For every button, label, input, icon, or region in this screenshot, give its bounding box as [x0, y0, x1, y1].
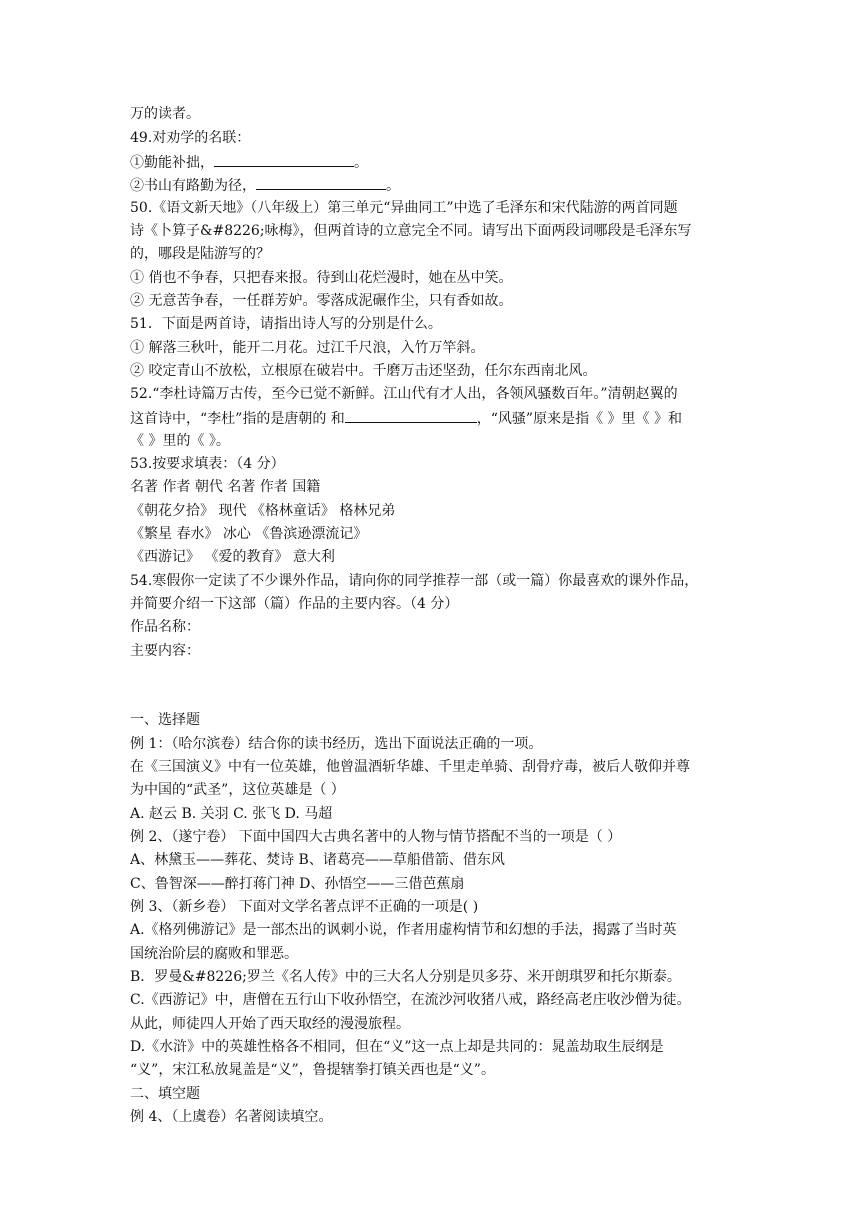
text-line	[130, 1037, 740, 1057]
answer-blank	[256, 174, 386, 190]
line-text: “义”，宋江私放晁盖是“义”，鲁提辖拳打镇关西也是“义”。	[130, 1062, 495, 1078]
line-text: 万的读者。	[130, 106, 200, 122]
text-line	[130, 617, 740, 637]
text-line	[130, 198, 740, 218]
text-line	[130, 757, 740, 777]
line-text: 例 3、（新乡卷） 下面对文学名著点评不正确的一项是( )	[130, 899, 479, 915]
line-text: 《朝花夕拾》 现代 《格林童话》 格林兄弟	[130, 503, 396, 519]
line-text: 这首诗中，“李杜”指的是唐朝的 和	[130, 411, 345, 427]
text-line	[130, 734, 740, 754]
line-text: 49.对劝学的名联：	[130, 130, 251, 146]
line-text: D.《水浒》中的英雄性格各不相同，但在“义”这一点上却是共同的：晁盖劫取生辰纲是	[130, 1039, 664, 1055]
line-text: A、林黛玉——葬花、焚诗 B、诸葛亮——草船借箭、借东风	[130, 852, 505, 868]
line-text-after: 。	[386, 178, 400, 194]
line-text: 二、填空题	[130, 1086, 200, 1102]
line-text: 《西游记》 《爱的教育》 意大利	[130, 549, 335, 565]
line-text: 作品名称：	[130, 619, 200, 635]
text-line	[130, 850, 740, 870]
line-text: 52.“李杜诗篇万古传，至今已觉不新鲜。江山代有才人出，各领风骚数百年。”清朝赵翼的	[130, 386, 678, 402]
line-text: 一、选择题	[130, 712, 200, 728]
line-text: 国统治阶层的腐败和罪恶。	[130, 946, 298, 962]
text-line	[130, 990, 740, 1010]
line-text: ② 咬定青山不放松，立根原在破岩中。千磨万击还坚劲，任尔东西南北风。	[130, 363, 597, 379]
line-text: A.《格列佛游记》是一部杰出的讽刺小说，作者用虚构情节和幻想的手法，揭露了当时英	[130, 922, 677, 938]
text-line	[130, 641, 740, 661]
text-line	[130, 594, 740, 614]
text-line	[130, 431, 740, 451]
text-line	[130, 920, 740, 940]
line-text: 主要内容：	[130, 643, 200, 659]
text-line	[130, 827, 740, 847]
text-line	[130, 314, 740, 334]
line-text: ① 解落三秋叶，能开二月花。过江千尺浪，入竹万竿斜。	[130, 340, 485, 356]
text-line	[130, 361, 740, 381]
text-line	[130, 174, 740, 196]
line-text: ② 无意苦争春，一任群芳妒。零落成泥碾作尘，只有香如故。	[130, 293, 513, 309]
line-text: ②书山有路勤为径，	[130, 178, 256, 194]
text-line	[130, 1084, 740, 1104]
line-text: B．罗曼&#8226;罗兰《名人传》中的三大名人分别是贝多芬、米开朗琪罗和托尔斯泰。	[130, 969, 681, 985]
line-text: 《 》里的《 》。	[130, 433, 230, 449]
line-text-after: ，“风骚”原来是指《 》里《 》和	[476, 411, 682, 427]
line-text: 例 4、（上虞卷）名著阅读填空。	[130, 1109, 333, 1125]
text-line	[130, 244, 740, 264]
line-text: 53.按要求填表：（4 分）	[130, 456, 285, 472]
line-text: 例 1：（哈尔滨卷）结合你的读书经历，选出下面说法正确的一项。	[130, 736, 543, 752]
answer-blank	[345, 407, 477, 423]
line-text: 51．下面是两首诗，请指出诗人写的分别是什么。	[130, 316, 442, 332]
text-line	[130, 268, 740, 288]
text-line	[130, 967, 740, 987]
text-line	[130, 151, 740, 173]
text-line	[130, 477, 740, 497]
text-line	[130, 407, 740, 429]
text-line	[130, 780, 740, 800]
text-line	[130, 454, 740, 474]
text-line	[130, 547, 740, 567]
line-text: 54.寒假你一定读了不少课外作品，请向你的同学推荐一部（或一篇）你最喜欢的课外作品，	[130, 573, 699, 589]
text-line	[130, 1060, 740, 1080]
line-text: C.《西游记》中，唐僧在五行山下收孙悟空，在流沙河收猪八戒，路经高老庄收沙僧为徒。	[130, 992, 691, 1008]
text-line	[130, 524, 740, 544]
text-line	[130, 338, 740, 358]
line-text: 《繁星 春水》 冰心 《鲁滨逊漂流记》	[130, 526, 368, 542]
text-line	[130, 291, 740, 311]
line-text-after: 。	[354, 155, 368, 171]
line-text: 50.《语文新天地》（八年级上）第三单元“异曲同工”中选了毛泽东和宋代陆游的两首同题	[130, 200, 678, 216]
text-line	[130, 128, 740, 148]
text-line	[130, 221, 740, 241]
text-line	[130, 710, 740, 730]
line-text: 从此，师徒四人开始了西天取经的漫漫旅程。	[130, 1016, 410, 1032]
text-line	[130, 804, 740, 824]
line-text: 为中国的“武圣”，这位英雄是（ ）	[130, 782, 345, 798]
text-line	[130, 384, 740, 404]
line-text: 名著 作者 朝代 名著 作者 国籍	[130, 479, 321, 495]
line-text: ① 俏也不争春，只把春来报。待到山花烂漫时，她在丛中笑。	[130, 270, 513, 286]
text-line	[130, 1014, 740, 1034]
text-line	[130, 1107, 740, 1127]
line-text: A. 赵云 B. 关羽 C. 张飞 D. 马超	[130, 806, 333, 822]
answer-blank	[214, 151, 354, 167]
text-line	[130, 501, 740, 521]
line-text: 在《三国演义》中有一位英雄，他曾温酒斩华雄、千里走单骑、刮骨疗毒，被后人敬仰并尊	[130, 759, 690, 775]
text-line	[130, 874, 740, 894]
text-line	[130, 104, 740, 124]
text-line	[130, 897, 740, 917]
line-text: 诗《卜算子&#8226;咏梅》，但两首诗的立意完全不同。请写出下面两段词哪段是毛泽东写	[130, 223, 692, 239]
line-text: C、鲁智深——醉打蒋门神 D、孙悟空——三借芭蕉扇	[130, 876, 465, 892]
line-text: ①勤能补拙，	[130, 155, 214, 171]
line-text: 例 2、（遂宁卷） 下面中国四大古典名著中的人物与情节搭配不当的一项是（ ）	[130, 829, 622, 845]
line-text: 并简要介绍一下这部（篇）作品的主要内容。（4 分）	[130, 596, 459, 612]
line-text: 的，哪段是陆游写的？	[130, 246, 270, 262]
text-line	[130, 944, 740, 964]
text-line	[130, 571, 740, 591]
